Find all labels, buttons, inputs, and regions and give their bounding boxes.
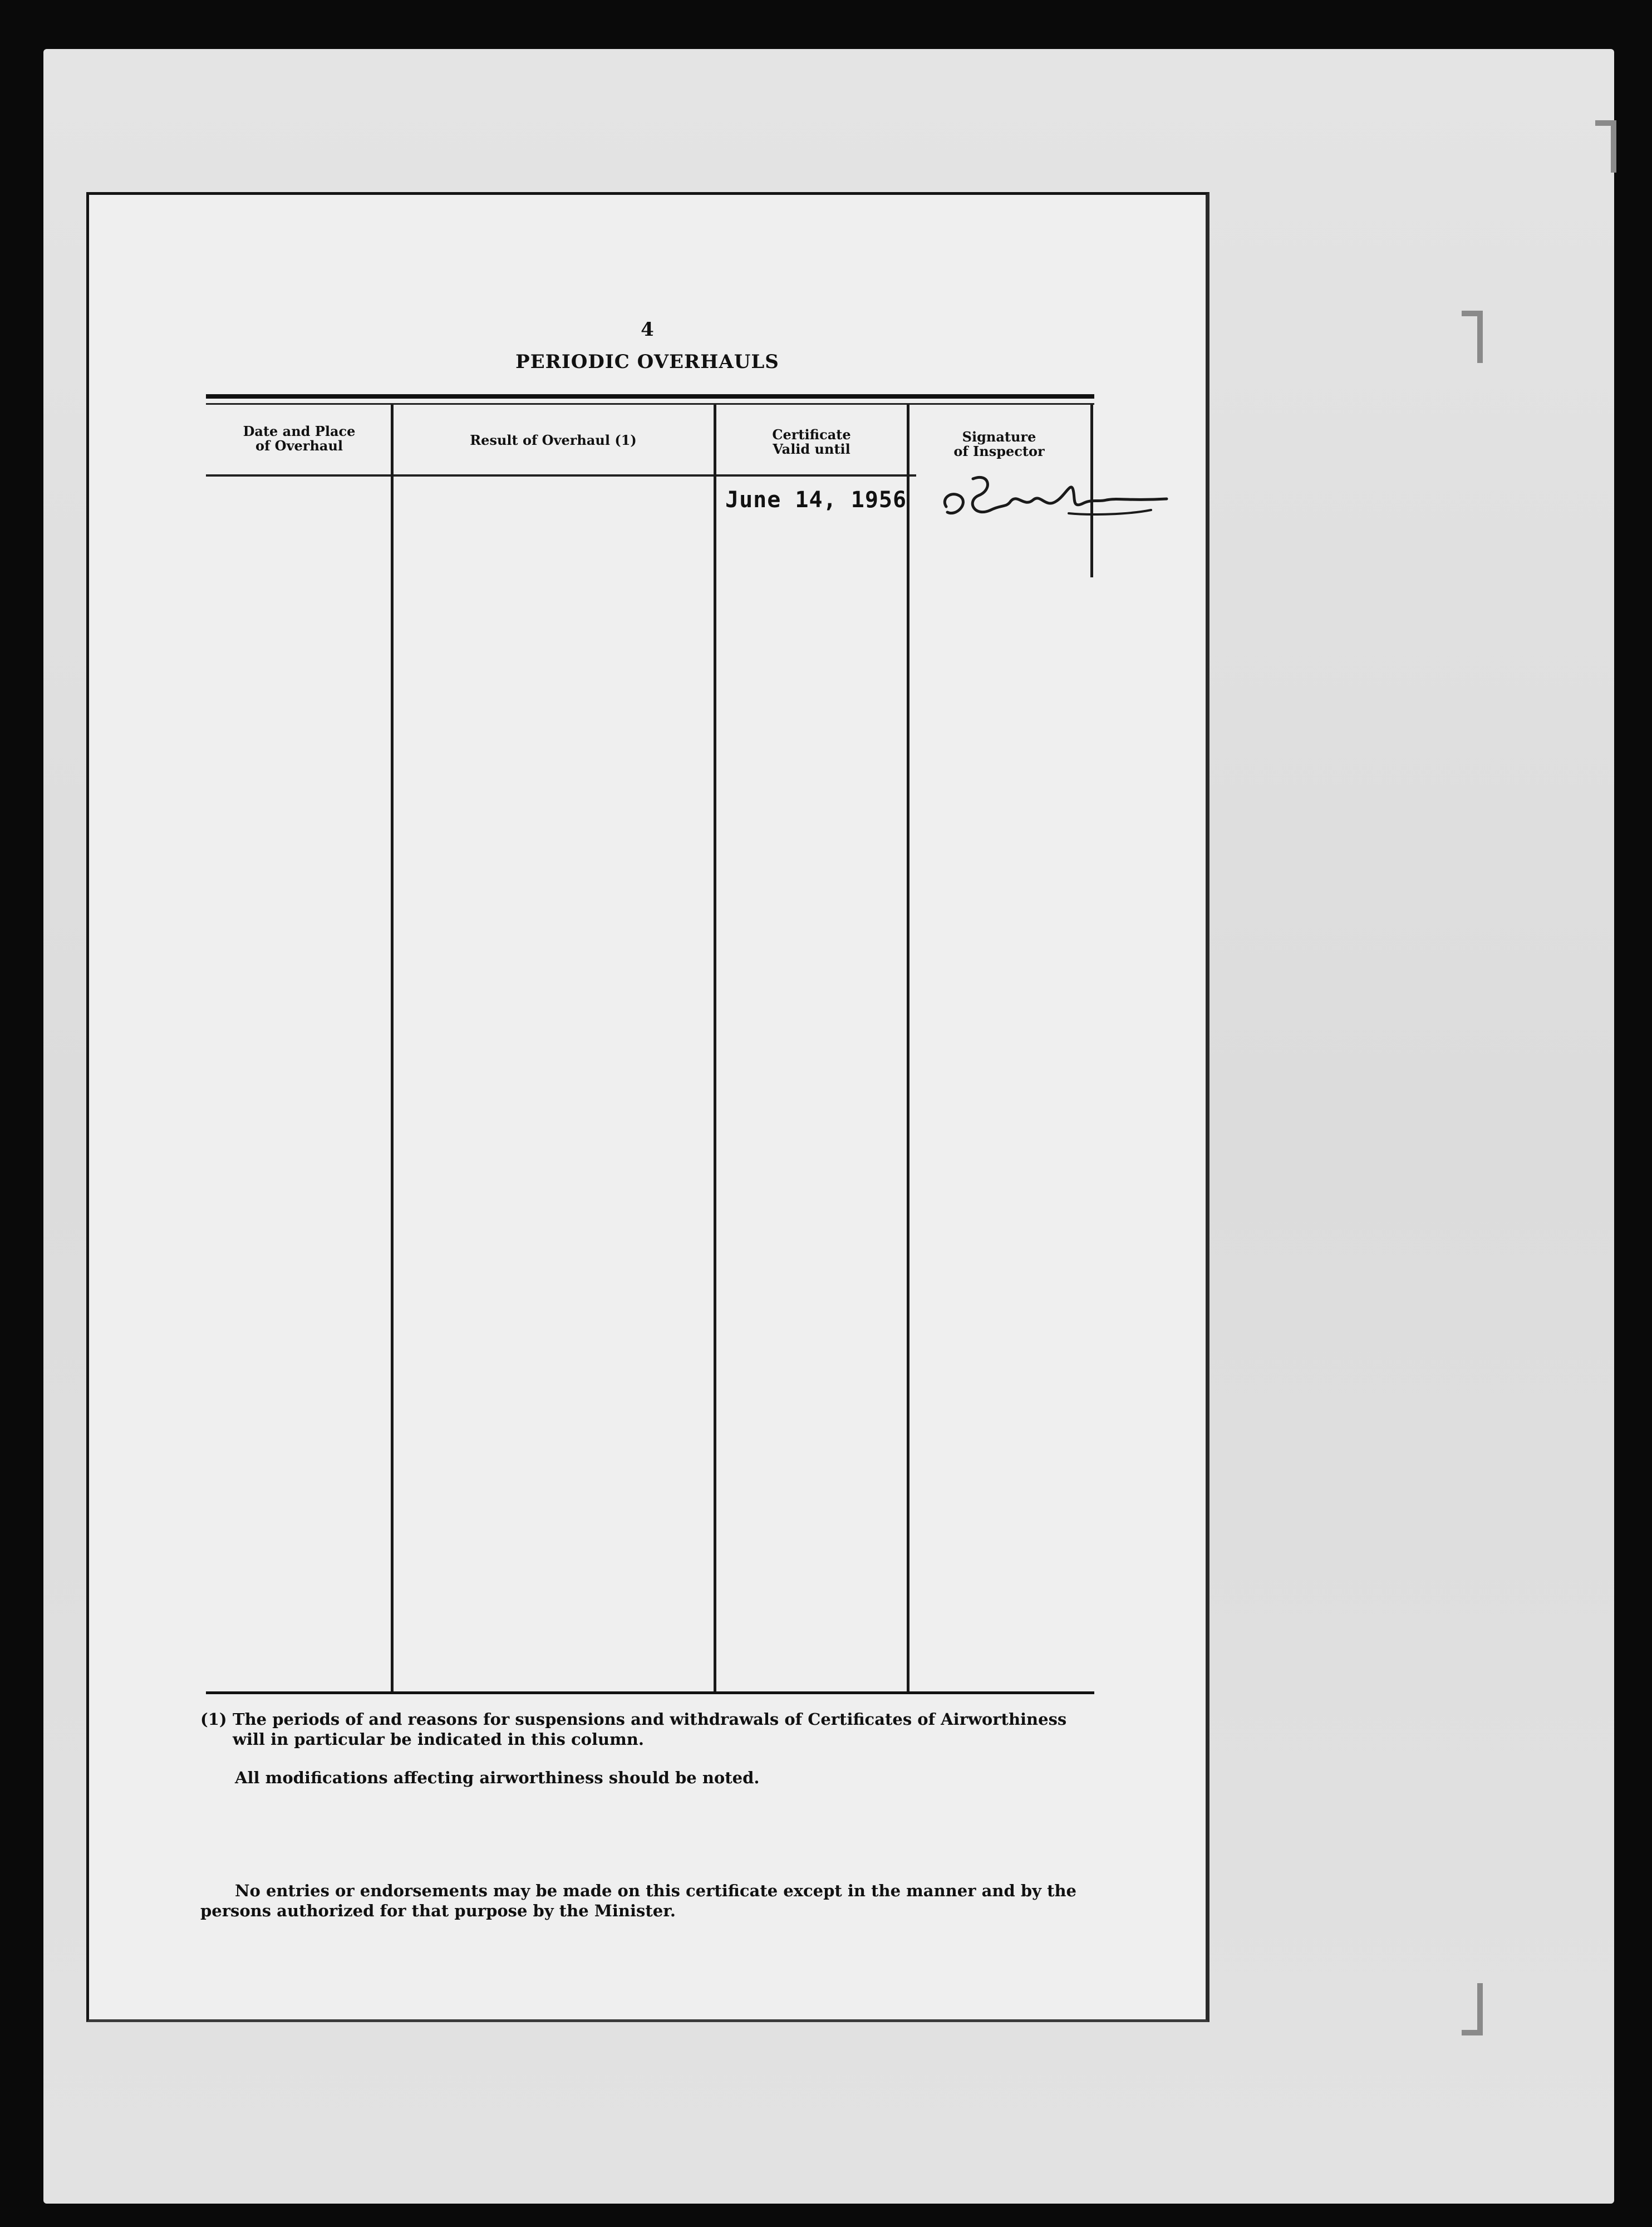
header-line: Valid until: [773, 441, 850, 457]
footnote-text: The periods of and reasons for suspensions and withdrawals of Certificates of Airworthiness will in particular be indicated in this column.: [233, 1710, 1067, 1749]
header-line: Date and Place: [243, 423, 356, 439]
header-line: Signature: [962, 429, 1036, 445]
header-bottom-rule: [206, 474, 916, 477]
header-line: of Overhaul: [255, 438, 343, 454]
certificate-page: [86, 192, 1210, 2022]
column-header-result: [394, 433, 712, 448]
footnote-mark: (1): [200, 1710, 227, 1729]
column-divider: [391, 405, 394, 1691]
footnote-no-entries: No entries or endorsements may be made on this certificate except in the manner and by the persons authorized for that purpose by the Minister.: [200, 1881, 1076, 1920]
page-number: 4: [641, 318, 654, 341]
film-corner-mark: [1462, 1983, 1483, 2035]
header-line: Result of Overhaul (1): [470, 432, 637, 448]
footnote-suspensions: [200, 1709, 1097, 1749]
header-line: of Inspector: [953, 443, 1045, 459]
column-header-signature: [910, 430, 1088, 459]
film-corner-mark: [1595, 120, 1616, 173]
header-line: Certificate: [772, 426, 851, 443]
table-bottom-rule: [206, 1691, 1094, 1694]
column-header-date-place: [209, 424, 390, 453]
column-divider: [714, 405, 716, 1691]
page-title: PERIODIC OVERHAULS: [515, 351, 779, 373]
film-corner-mark: [1462, 311, 1483, 363]
table-top-rule-thin: [206, 403, 1094, 405]
footnote-modifications: All modifications affecting airworthiness should be noted.: [235, 1768, 760, 1787]
column-header-valid-until: [717, 428, 906, 457]
table-top-rule: [206, 394, 1094, 399]
column-divider: [907, 405, 909, 1691]
inspector-signature: [940, 473, 1173, 534]
certificate-valid-until-value: June 14, 1956: [725, 487, 907, 513]
